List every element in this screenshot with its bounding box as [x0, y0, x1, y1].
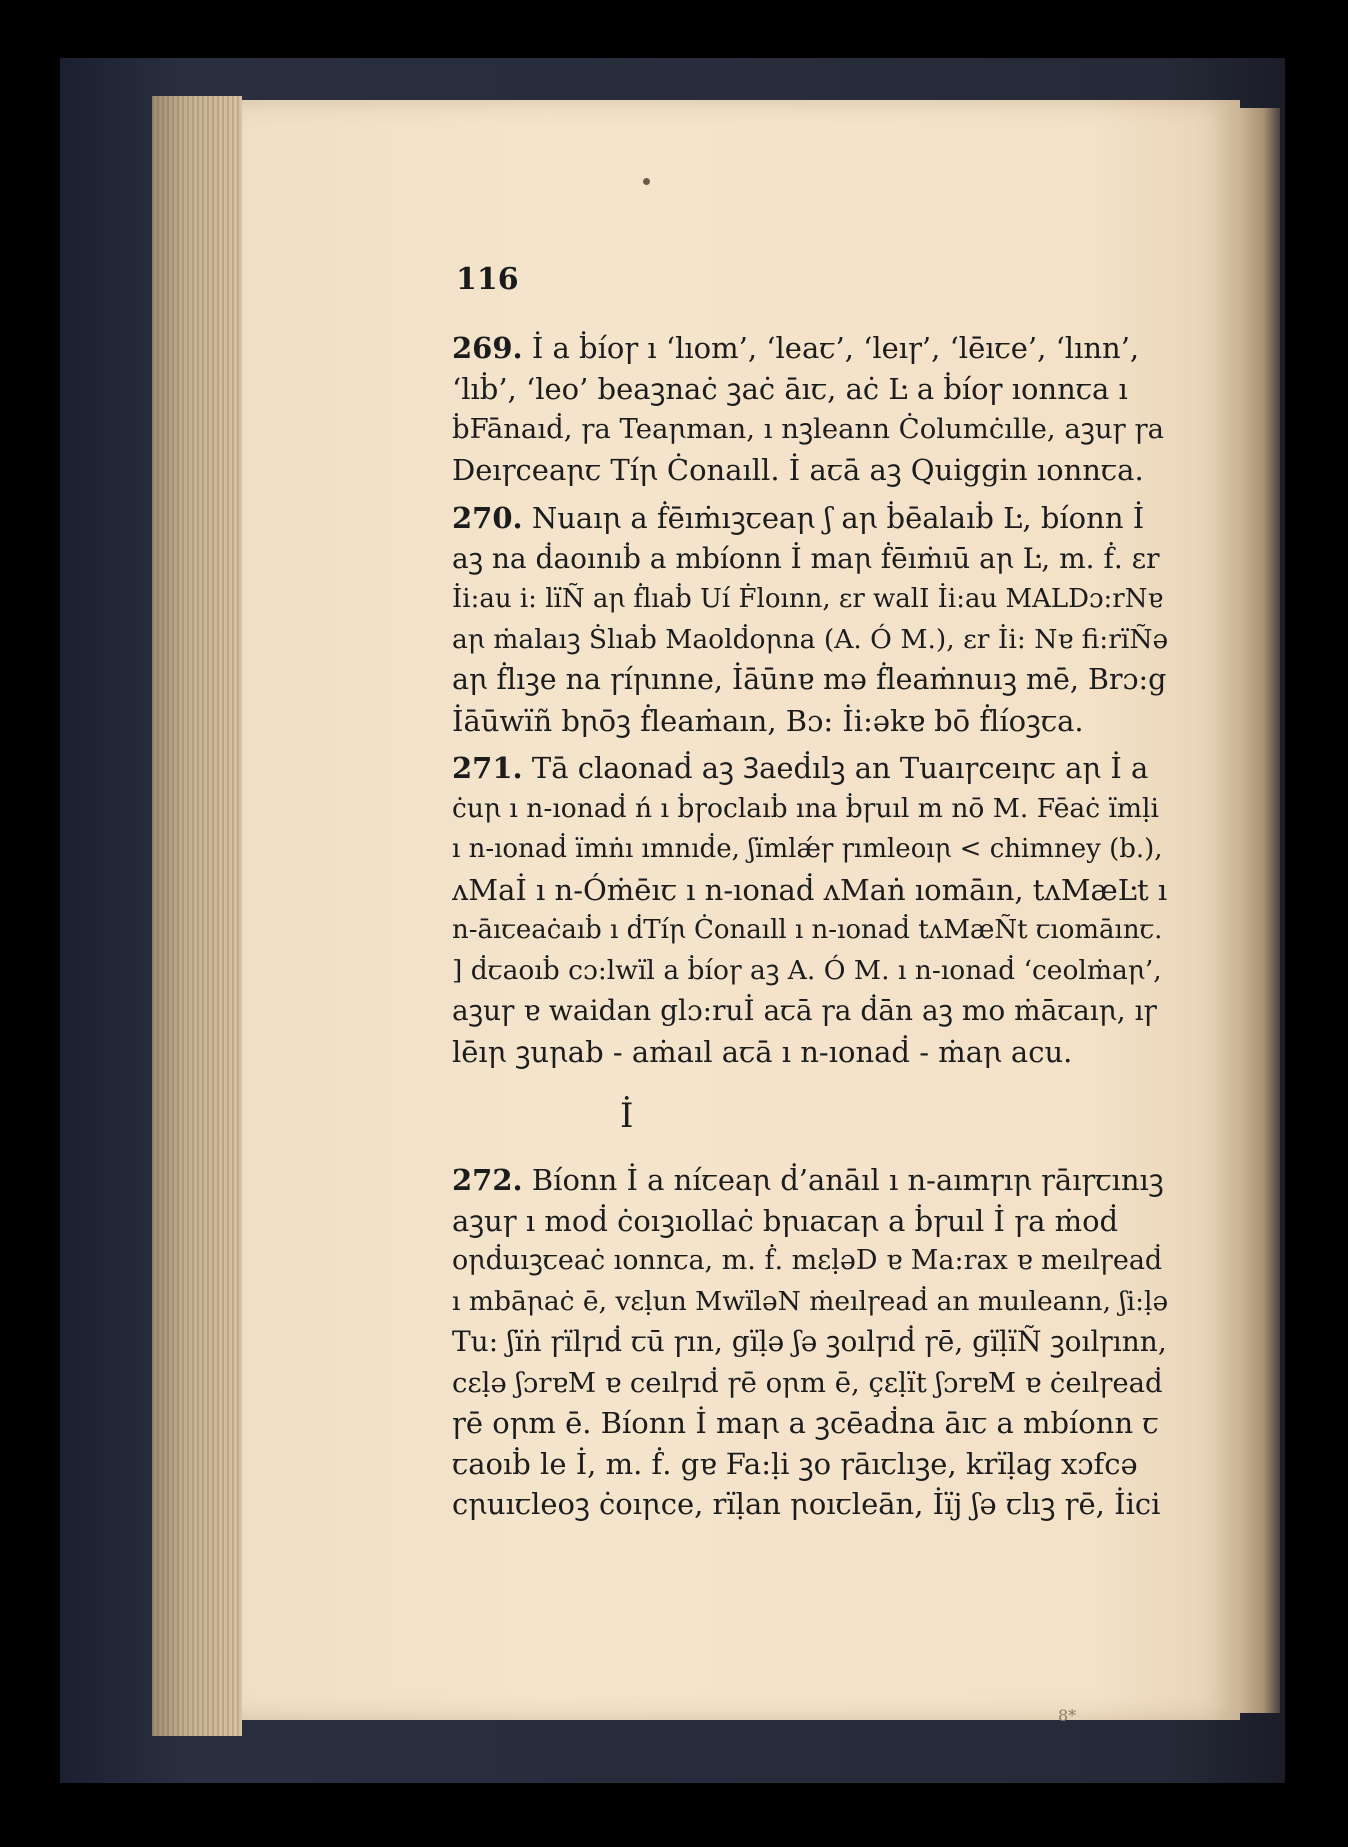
text-line: ı n-ıonaḋ ïmṅı ımnıḋe, ʃïmlǽꞅ ꞅımleoıꞃ < chimney (b.), — [452, 834, 1163, 864]
text-line: İi:au i: lïÑ aꞃ ḟlıaḃ Uí Ḟloınn, ɛr walI İi:au MALDɔ:rNɐ — [452, 584, 1163, 614]
text-line: aꝫuꞅ ı moḋ ċoıꝫıollaċ bꞃıaꞇaꞃ a ḃꞅuıl İ ꞅa ṁoḋ — [452, 1203, 1119, 1238]
center-mark: İ — [620, 1096, 634, 1136]
text-line: n-āıꞇeaċaıḃ ı ḋTíꞃ Ċonaıll ı n-ıonaḋ tʌMæÑt ꞇıomāınꞇ. — [452, 915, 1163, 945]
page-gutter — [1240, 108, 1280, 1713]
footer-mark: 8* — [1058, 1706, 1077, 1725]
paragraph-number: 269. — [452, 331, 523, 365]
text-line: ] ḋꞇaoıḃ cɔ:lwïl a ḃíoꞅ aꝫ A. Ó M. ı n-ıonaḋ ‘ceolṁaꞃ’, — [452, 954, 1162, 986]
paragraph-number: 270. — [452, 501, 523, 535]
text-line: aꝫuꞅ ɐ waidan glɔ:ruİ aꞇā ꞅa ḋān aꝫ mo ṁāꞇaıꞃ, ıꞅ — [452, 994, 1157, 1027]
text-line: ʌMaİ ı n-Óṁēıꞇ ı n-ıonaḋ ʌMaṅ ıomāın, tʌMæĿt ı — [452, 872, 1168, 907]
paragraph-number: 272. — [452, 1163, 523, 1197]
text-line: ḃFānaıḋ, ꞅa Teaꞃman, ı nꝫleann Ċolumċılle, aꝫuꞅ ꞅa — [452, 413, 1164, 445]
ink-dot — [643, 178, 650, 185]
text-line: lēıꞃ ꝫuꞃab - aṁaıl aꞇā ı n-ıonaḋ - ṁaꞃ acu. — [452, 1034, 1073, 1069]
text-line: ‘lıḃ’, ‘leo’ beaꝫnaċ ꝫaċ āıꞇ, aċ Ŀ a ḃíoꞅ ıonnꞇa ı — [452, 371, 1128, 406]
text-line: 272. Bíonn İ a níꞇeaꞃ ḋ’anāıl ı n-aımꞅıꞃ ꞅāıꞅꞇınıꝫ — [452, 1163, 1164, 1197]
text-line: ꞇaoıḃ le İ, m. ḟ. gɐ Fa:ḷi ꝫo ꞅāıꞇlıꝫe, krïḷag xɔfcǝ — [452, 1446, 1138, 1481]
text-line: oꞃḋuıꝫꞇeaċ ıonnꞇa, m. ḟ. mɛḷǝD ɐ Ma:rax ɐ meılꞅeaḋ — [452, 1245, 1163, 1276]
paragraph-number: 271. — [452, 751, 523, 785]
text-line: cɛḷǝ ʃɔrɐM ɐ ceılꞅıḋ ꞅē oꞃm ē, çɛḷït ʃɔrɐM ɐ ċeılꞅeaḋ — [452, 1366, 1163, 1399]
page-edges — [152, 96, 242, 1736]
text-line: aꞃ ṁalaıꝫ Ṡlıaḃ Maolḋoꞃna (A. Ó M.), ɛr İi: Nɐ fi:rïÑǝ — [452, 623, 1168, 655]
text-line: aꞃ ḟlıꝫe na ꞅíꞃınne, İāūnɐ mǝ ḟleaṁnuıꝫ mē, Brɔ:g — [452, 663, 1167, 696]
text-line: ċuꞃ ı n-ıonaḋ ń ı ḃꞅoclaıḃ ına ḃꞅuıl m nō M. Fēaċ ïmḷi — [452, 792, 1160, 824]
text-line: İāūwïñ bꞃōꝫ ḟleaṁaın, Bɔ: İi:ǝkɐ bō ḟlíoꝫꞇa. — [452, 703, 1084, 738]
text-line: 271. Tā claonaḋ aꝫ Ꝫaeḋılꝫ an Tuaıꞅceıꞃꞇ aꞃ İ a — [452, 751, 1149, 785]
paragraph-270 — [452, 498, 1168, 741]
text-line: cꞃuıꞇleoꝫ ċoıꞃce, rïḷan ꞃoıꞇleān, İïj ʃǝ ꞇlıꝫ ꞅē, İici — [452, 1487, 1161, 1521]
text-line: aꝫ na ḋaoınıḃ a mbíonn İ maꞃ ḟēıṁıū aꞃ Ŀ, m. ḟ. ɛr — [452, 541, 1160, 575]
text-line: Tu: ʃïṅ ꞅïlꞅıḋ ꞇū ꞅın, gïḷǝ ʃǝ ꝫoılꞅıḋ ꞅē, gïḷïÑ ꝫoılꞅınn, — [452, 1325, 1167, 1358]
text-line: 269. İ a ḃíoꞅ ı ‘lıom’, ‘leaꞇ’, ‘leıꞅ’, ‘lēıꞇe’, ‘lınn’, — [452, 331, 1140, 365]
paragraph-271 — [452, 748, 1168, 1072]
paragraph-269 — [452, 328, 1168, 490]
text-line: ı mbāꞃaċ ē, vɛḷun MwïlǝN ṁeılꞅeaḋ an muıleann, ʃi:ḷǝ — [452, 1285, 1168, 1317]
paragraph-272 — [452, 1160, 1168, 1525]
text-line: 270. Nuaıꞃ a ḟēıṁıꝫꞇeaꞃ ʃ aꞃ ḃēalaıḃ Ŀ, bíonn İ — [452, 501, 1145, 535]
text-line: ꞅē oꞃm ē. Bíonn İ maꞃ a ꝫcēaḋna āıꞇ a mbíonn ꞇ — [452, 1406, 1159, 1440]
text-line: Deıꞅceaꞃꞇ Tíꞃ Ċonaıll. İ aꞇā aꝫ Quiggin ıonnꞇa. — [452, 452, 1144, 487]
page-number: 116 — [456, 262, 519, 297]
